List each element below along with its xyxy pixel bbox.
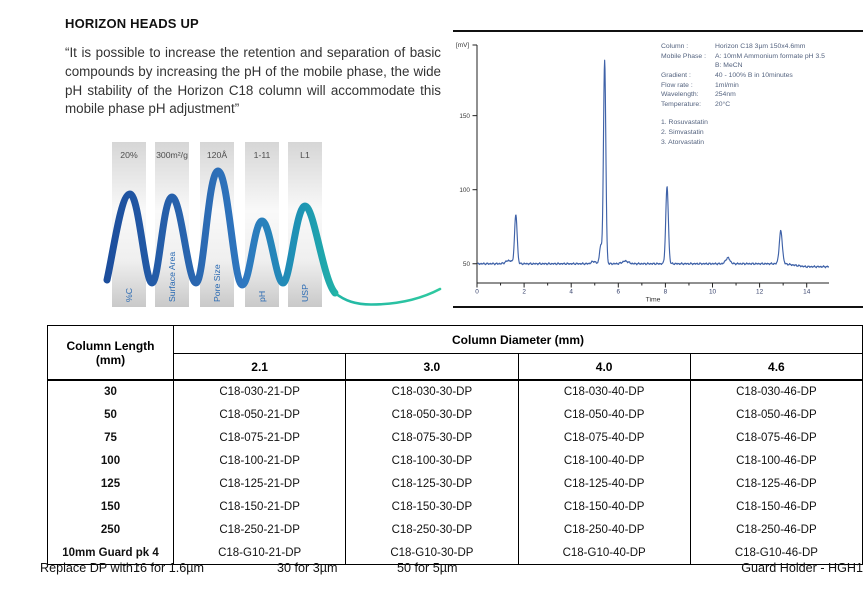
spec-wave-tail — [335, 289, 440, 305]
spec-label: %C — [124, 288, 134, 302]
part-number-rows — [48, 380, 863, 565]
replace-dp-label: Replace DP with : — [40, 561, 140, 575]
part-number-cell: C18-125-40-DP — [518, 473, 690, 496]
y-tick-label: 150 — [459, 112, 470, 120]
x-tick-label: 10 — [708, 288, 717, 296]
spec-label: USP — [300, 284, 310, 302]
condition-label — [661, 61, 715, 71]
part-number-cell: C18-050-21-DP — [174, 404, 346, 427]
part-number-cell: C18-075-46-DP — [690, 427, 862, 450]
table-row — [48, 450, 863, 473]
condition-row — [661, 81, 861, 91]
part-number-cell: C18-G10-40-DP — [518, 541, 690, 564]
part-number-cell: C18-250-21-DP — [174, 518, 346, 541]
replace-option-30: 30 for 3µm — [277, 561, 338, 575]
spec-label: pH — [257, 290, 267, 302]
condition-label: Flow rate : — [661, 81, 693, 89]
replace-option-16: 16 for 1.6µm — [133, 561, 204, 575]
column-length-cell: 75 — [104, 432, 117, 445]
x-tick-label: 0 — [475, 288, 479, 296]
table-row — [48, 473, 863, 496]
footer-note — [40, 561, 863, 579]
part-number-cell: C18-100-21-DP — [174, 450, 346, 473]
spec-label: Surface Area — [167, 251, 177, 302]
condition-label: Column : — [661, 43, 689, 50]
part-number-cell: C18-250-30-DP — [346, 518, 518, 541]
condition-row — [661, 61, 861, 71]
part-number-cell: C18-100-40-DP — [518, 450, 690, 473]
diameter-3-0-header: 3.0 — [346, 354, 518, 381]
part-number-cell: C18-125-30-DP — [346, 473, 518, 496]
spec-wave-graphic — [95, 130, 445, 316]
condition-label: Mobile Phase : — [661, 52, 706, 60]
column-length-cell: 100 — [100, 455, 121, 468]
part-number-cell: C18-030-30-DP — [346, 380, 518, 404]
spec-value: 1-11 — [253, 150, 271, 160]
part-number-cell: C18-250-46-DP — [690, 518, 862, 541]
x-tick-label: 8 — [663, 288, 668, 296]
x-tick-label: 12 — [756, 288, 764, 296]
column-length-cell: 10mm Guard pk 4 — [62, 546, 159, 559]
column-length-cell: 125 — [100, 478, 121, 490]
column-length-cell: 150 — [100, 500, 121, 513]
column-length-header-line2: (mm) — [95, 352, 126, 367]
condition-row — [661, 52, 861, 62]
diameter-4-0-header: 4.0 — [518, 354, 690, 381]
x-tick-label: 6 — [616, 288, 621, 296]
condition-value: 40 - 100% B in 10minutes — [715, 71, 793, 79]
x-tick-label: 2 — [522, 288, 526, 296]
table-row — [48, 404, 863, 427]
column-length-cell: 50 — [104, 409, 117, 422]
conditions-list — [661, 42, 861, 109]
table-row — [48, 518, 863, 541]
part-number-cell: C18-030-40-DP — [518, 380, 690, 404]
condition-value: B: MeCN — [715, 62, 743, 70]
part-number-cell: C18-075-21-DP — [174, 427, 346, 450]
spec-value: 20% — [120, 150, 138, 160]
column-diameter-header: Column Diameter (mm) — [174, 326, 863, 354]
condition-value: 254nm — [715, 91, 736, 99]
table-row — [48, 380, 863, 404]
column-length-header-line1: Column Length — [66, 338, 155, 353]
compound-item: 3. Atorvastatin — [661, 138, 705, 146]
part-number-cell: C18-150-46-DP — [690, 495, 862, 518]
part-number-cell: C18-G10-46-DP — [690, 541, 862, 564]
heads-up-quote: “It is possible to increase the retention and separation of basic compounds by increasing the pH of the mobile phase, the wide pH stability of the Horizon C18 column will accommodate this mobile phase pH adjustment” — [65, 45, 441, 117]
spec-label: Pore Size — [212, 264, 222, 302]
condition-row — [661, 100, 861, 110]
condition-row — [661, 71, 861, 81]
part-number-cell: C18-100-46-DP — [690, 450, 862, 473]
condition-label: Gradient : — [661, 71, 691, 79]
part-number-cell: C18-100-30-DP — [346, 450, 518, 473]
part-number-cell: C18-G10-21-DP — [174, 541, 346, 564]
condition-label: Wavelength: — [661, 91, 699, 99]
part-number-cell: C18-250-40-DP — [518, 518, 690, 541]
page-title: HORIZON HEADS UP — [65, 16, 199, 31]
column-length-header — [48, 326, 174, 381]
compound-item: 1. Rosuvastatin — [661, 119, 708, 127]
condition-value: 20°C — [715, 100, 731, 108]
y-tick-label: 100 — [459, 186, 470, 194]
diameter-4-6-header: 4.6 — [690, 354, 862, 381]
part-number-cell: C18-G10-30-DP — [346, 541, 518, 564]
replace-option-50: 50 for 5µm — [397, 561, 458, 575]
chromatogram-conditions — [661, 42, 861, 147]
part-number-cell: C18-050-46-DP — [690, 404, 862, 427]
condition-label: Temperature: — [661, 100, 702, 108]
part-number-cell: C18-075-30-DP — [346, 427, 518, 450]
compound-item: 2. Simvastatin — [661, 129, 704, 137]
spec-value: L1 — [300, 150, 310, 160]
y-axis-unit-label: [mV] — [456, 42, 470, 49]
part-number-cell: C18-030-21-DP — [174, 380, 346, 404]
part-number-cell: C18-050-40-DP — [518, 404, 690, 427]
spec-wave-svg — [95, 130, 445, 316]
table-row — [48, 427, 863, 450]
compound-list — [661, 118, 861, 147]
part-number-cell: C18-030-46-DP — [690, 380, 862, 404]
table-row — [48, 495, 863, 518]
spec-value: 300m²/g — [156, 150, 188, 160]
column-length-cell: 30 — [104, 386, 117, 399]
guard-holder-note: Guard Holder - HGH1 — [741, 561, 863, 575]
part-number-cell: C18-075-40-DP — [518, 427, 690, 450]
y-tick-label: 50 — [462, 261, 470, 269]
x-tick-label: 4 — [569, 288, 573, 296]
part-number-cell: C18-150-21-DP — [174, 495, 346, 518]
x-axis-label: Time — [645, 296, 661, 304]
part-number-cell: C18-050-30-DP — [346, 404, 518, 427]
column-length-cell: 250 — [100, 523, 121, 536]
condition-row — [661, 90, 861, 100]
condition-value: A: 10mM Ammonium formate pH 3.5 — [715, 52, 825, 60]
bottom-rule — [453, 306, 863, 308]
part-number-cell: C18-150-40-DP — [518, 495, 690, 518]
part-number-cell: C18-150-30-DP — [346, 495, 518, 518]
condition-row — [661, 42, 861, 52]
chromatogram-panel — [453, 28, 863, 310]
diameter-2-1-header: 2.1 — [174, 354, 346, 381]
condition-value: Horizon C18 3µm 150x4.6mm — [715, 43, 806, 50]
part-number-cell: C18-125-21-DP — [174, 473, 346, 496]
part-number-cell: C18-125-46-DP — [690, 473, 862, 496]
condition-value: 1ml/min — [715, 81, 739, 89]
x-tick-label: 14 — [803, 288, 811, 296]
spec-value: 120Å — [206, 150, 228, 160]
part-number-table — [47, 325, 863, 565]
